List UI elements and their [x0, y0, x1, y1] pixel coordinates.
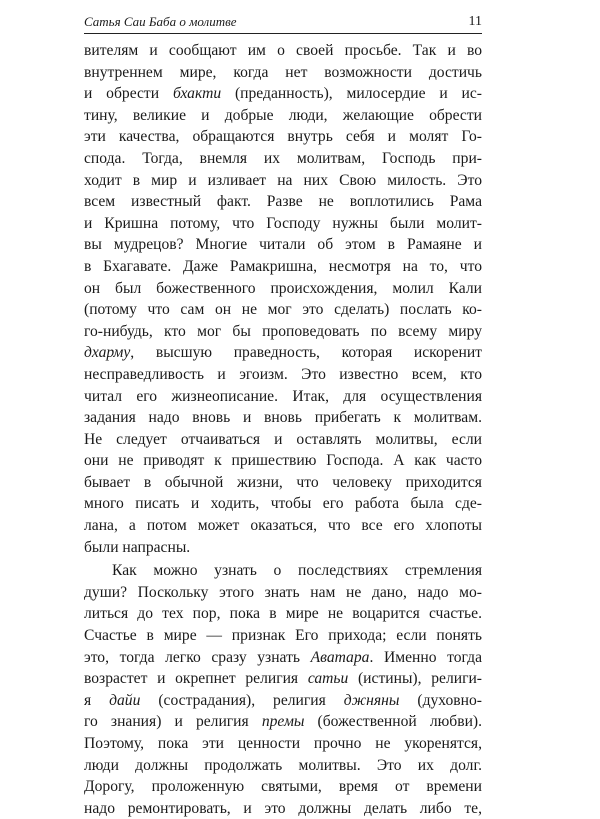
- text-segment: души? Поскольку этого знать нам не дано, надо мо-: [84, 583, 482, 601]
- text-segment: внутреннем мире, когда нет возможности достичь: [84, 63, 482, 81]
- text-segment: спода. Тогда, внемля их молитвам, Господь при-: [84, 149, 482, 167]
- text-segment: (истины), религи-: [348, 670, 482, 688]
- paragraph: [84, 40, 482, 558]
- text-segment: эти качества, обращаются внутрь себя и молят Го-: [84, 128, 482, 146]
- italic-term: бхакти: [172, 85, 222, 103]
- text-segment: и обрести: [84, 85, 173, 103]
- text-segment: и Кришна потому, что Господу нужны были молит-: [84, 214, 482, 232]
- text-segment: . Именно тогда: [369, 648, 482, 666]
- text-line: [84, 798, 482, 819]
- running-head-title: Сатья Саи Баба о молитве: [84, 14, 237, 29]
- italic-term: Аватара: [310, 648, 370, 666]
- text-segment: (духовно-: [399, 691, 482, 709]
- text-line: [84, 776, 482, 798]
- text-segment: были напрасны.: [84, 538, 191, 556]
- text-line: [84, 40, 482, 62]
- italic-term: премы: [261, 713, 305, 731]
- text-line: [84, 711, 482, 733]
- text-line: [84, 603, 482, 625]
- text-line: [84, 493, 482, 515]
- text-segment: вы мудрецов? Многие читали об этом в Рамаяне и: [84, 236, 482, 254]
- text-segment: задания надо вновь и вновь прибегать к молитвам.: [84, 409, 482, 427]
- text-line: [84, 386, 482, 408]
- text-segment: люди должны продолжать молитвы. Это их долг.: [84, 756, 482, 774]
- text-segment: Дорогу, проложенную святыми, время от времени: [84, 778, 482, 796]
- text-line: [84, 582, 482, 604]
- text-segment: (сострадания), религия: [140, 691, 344, 709]
- text-line: [84, 450, 482, 472]
- text-line: [84, 690, 482, 712]
- text-segment: , высшую праведность, которая искоренит: [130, 344, 482, 362]
- paragraph: [84, 560, 482, 819]
- text-line: [84, 342, 482, 364]
- text-line: [84, 148, 482, 170]
- text-segment: (божественной любви).: [304, 713, 482, 731]
- italic-term: дхарму: [84, 344, 131, 362]
- text-segment: бывает в обычной жизни, что человеку приходится: [84, 473, 482, 491]
- text-segment: ходит в мир и изливает на них Свою милость. Это: [84, 171, 482, 189]
- text-line: [84, 515, 482, 537]
- text-line: [84, 537, 482, 559]
- text-line: [84, 126, 482, 148]
- text-segment: лана, а потом может оказаться, что все его хлопоты: [84, 517, 482, 535]
- text-segment: возрастет и окрепнет религия: [84, 670, 308, 688]
- text-segment: это, тогда легко сразу узнать: [84, 648, 311, 666]
- text-segment: Поэтому, пока эти ценности прочно не укоренятся,: [84, 735, 482, 752]
- text-line: [84, 213, 482, 235]
- text-line: [84, 625, 482, 647]
- text-segment: Не следует отчаиваться и оставлять молитвы, если: [84, 430, 482, 448]
- text-segment: вителям и сообщают им о своей просьбе. Так и во: [84, 42, 482, 59]
- text-segment: го-нибудь, кто мог бы проповедовать по всему миру: [84, 322, 482, 340]
- text-segment: (преданность), милосердие и ис-: [221, 85, 483, 103]
- text-line: [84, 105, 482, 127]
- text-segment: го знания) и религия: [84, 713, 262, 731]
- text-segment: тину, великие и добрые люди, желающие обрести: [84, 106, 482, 124]
- body-text: [84, 40, 482, 819]
- text-line: [84, 191, 482, 213]
- text-segment: я: [84, 691, 110, 709]
- text-segment: читал его жизнеописание. Итак, для осуществления: [84, 387, 482, 405]
- text-segment: в Бхагавате. Даже Рамакришна, несмотря на то, что: [84, 257, 482, 275]
- text-segment: он был божественного происхождения, молил Кали: [84, 279, 482, 297]
- text-line: [84, 560, 482, 582]
- text-line: [84, 364, 482, 386]
- text-segment: Как можно узнать о последствиях стремления: [112, 562, 482, 580]
- text-line: [84, 299, 482, 321]
- text-segment: всем известный факт. Разве не воплотились Рама: [84, 193, 482, 211]
- text-segment: (потому что сам он не мог это сделать) послать ко-: [84, 301, 482, 319]
- italic-term: дайи: [109, 691, 141, 709]
- text-segment: они не приводят к пришествию Господа. А как часто: [84, 452, 482, 470]
- text-line: [84, 733, 482, 755]
- italic-term: джняны: [343, 691, 400, 709]
- text-line: [84, 234, 482, 256]
- text-line: [84, 755, 482, 777]
- text-segment: много писать и ходить, чтобы его работа была сде-: [84, 495, 482, 513]
- text-line: [84, 472, 482, 494]
- text-line: [84, 83, 482, 105]
- text-segment: несправедливость и эгоизм. Это известно всем, кто: [84, 365, 482, 383]
- text-line: [84, 256, 482, 278]
- text-line: [84, 170, 482, 192]
- text-segment: надо ремонтировать, и это должны делать либо те,: [84, 799, 482, 817]
- text-line: [84, 407, 482, 429]
- header-rule: [84, 33, 482, 34]
- page-number: 11: [468, 14, 482, 29]
- text-line: [84, 321, 482, 343]
- text-line: [84, 429, 482, 451]
- text-line: [84, 278, 482, 300]
- italic-term: сатьи: [307, 670, 349, 688]
- text-segment: литься до тех пор, пока в мире не воцарится счастье.: [84, 605, 482, 623]
- text-line: [84, 62, 482, 84]
- text-line: [84, 668, 482, 690]
- text-segment: Счастье в мире — признак Его прихода; если понять: [84, 627, 482, 645]
- text-line: [84, 647, 482, 669]
